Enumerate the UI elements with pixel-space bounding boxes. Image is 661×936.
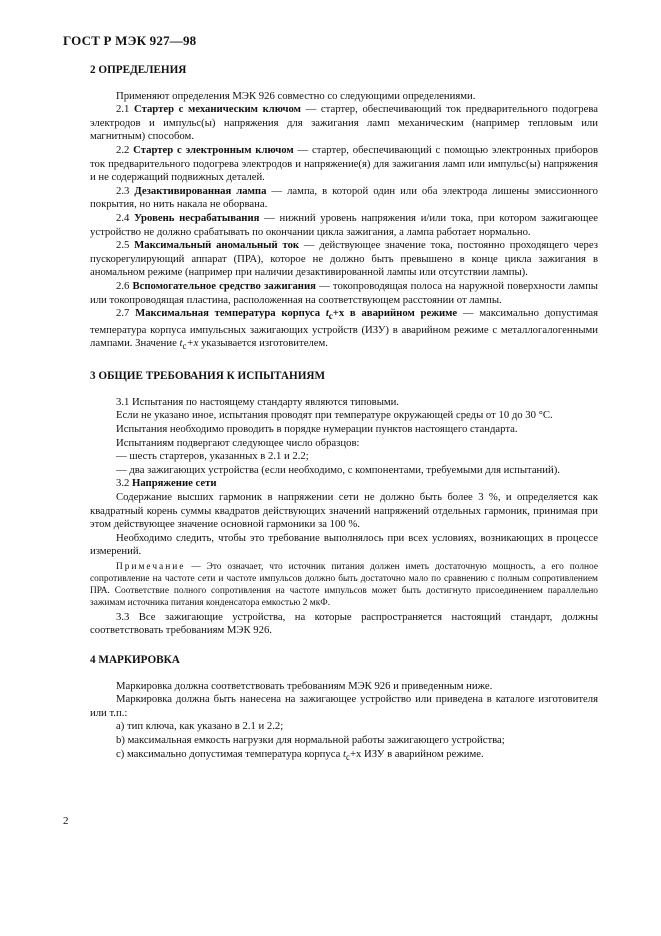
- def-2-2: 2.2 Стартер с электронным ключом — стартер, обеспечивающий с помощью электронных приборов ток предварительного подогрева электродов и напряжение(я) для зажигания ламп или импульс(ы) напряжения и не содержащий подвижных деталей.: [90, 143, 599, 184]
- s4-p2: Маркировка должна быть нанесена на зажигающее устройство или приведена в каталоге изготовителя или т.п.:: [90, 693, 598, 719]
- s3-p2: Если не указано иное, испытания проводят при температуре окружающей среды от 10 до 30 °С.: [116, 409, 553, 422]
- s3-p8: Необходимо следить, чтобы это требование выполнялось при всех условиях, возникающих в процессе измерений.: [90, 531, 598, 558]
- s3-p3: Испытания необходимо проводить в порядке нумерации пунктов настоящего стандарта.: [116, 422, 518, 435]
- section-4-title: 4 МАРКИРОВКА: [90, 654, 180, 667]
- def-2-3: 2.3 Дезактивированная лампа — лампа, в которой один или оба электрода лишены эмиссионного покрытия, но нить накала не оборвана.: [90, 184, 598, 211]
- page-number: 2: [63, 815, 69, 827]
- s3-p5: — шесть стартеров, указанных в 2.1 и 2.2;: [116, 450, 309, 463]
- s2-intro: Применяют определения МЭК 926 совместно со следующими определениями.: [116, 89, 476, 102]
- s3-p9: 3.3 Все зажигающие устройства, на которые распространяется настоящий стандарт, должны соответствовать требованиям МЭК 926.: [90, 610, 598, 637]
- s4-item-b: b) максимальная емкость нагрузки для нормальной работы зажигающего устройства;: [116, 734, 505, 747]
- s4-p1: Маркировка должна соответствовать требованиям МЭК 926 и приведенным ниже.: [116, 679, 493, 692]
- def-2-7: 2.7 Максимальная температура корпуса $t_с+x$ в аварийном режиме — максимально допустимая температура корпуса импульсных зажигающих устройств (ИЗУ) в аварийном режиме с металлогалогенными лампами. Значение $t_с+x$ указывается изготовителем.: [90, 307, 599, 352]
- def-2-6: 2.6 Вспомогательное средство зажигания — токопроводящая полоса на наружной поверхности лампы или токопроводящая пластина, расположенная на соответствующем расстоянии от лампы.: [90, 279, 598, 306]
- document-body: [90, 58, 598, 764]
- s3-sub2: 3.2 Напряжение сети: [116, 477, 217, 490]
- s3-p1: 3.1 Испытания по настоящему стандарту являются типовыми.: [116, 395, 400, 408]
- section-2-title: 2 ОПРЕДЕЛЕНИЯ: [90, 64, 187, 76]
- s3-p4: Испытаниям подвергают следующее число образцов:: [116, 436, 360, 449]
- s4-item-a: а) тип ключа, как указано в 2.1 и 2.2;: [116, 720, 284, 733]
- document-header: ГОСТ Р МЭК 927—98: [63, 33, 197, 48]
- s3-note: Примечание — Это означает, что источник питания должен иметь достаточную мощность, а его полное сопротивление на частоте сети и частоте импульсов должно быть достаточно мало по сравнению с полным сопротивлением ПРА. Соответствие полного сопротивления на частоте импульсов может быть достигнуто присоединением параллельно зажимам источника питания конденсатора емкостью 2 мкФ.: [90, 561, 598, 608]
- def-2-4: 2.4 Уровень несрабатывания — нижний уровень напряжения и/или тока, при котором зажигающее устройство не должно срабатывать по окончании цикла зажигания, а лампа работает нормально.: [90, 211, 599, 238]
- s3-p7: Содержание высших гармоник в напряжении сети не должно быть более 3 %, и определяется как квадратный корень суммы квадратов действующих значений напряжений отдельных гармоник, принимая при этом действующее значение основной гармоники за 100 %.: [90, 490, 598, 531]
- section-3-title: 3 ОБЩИЕ ТРЕБОВАНИЯ К ИСПЫТАНИЯМ: [90, 370, 326, 383]
- s3-p6: — два зажигающих устройства (если необходимо, с компонентами, требуемыми для испытаний).: [116, 463, 560, 476]
- s4-item-c: c) максимально допустимая температура корпуса $t_с+x$ ИЗУ в аварийном режиме.: [116, 747, 484, 762]
- def-2-5: 2.5 Максимальный аномальный ток — действующее значение тока, постоянно проходящего через пускорегулирующий аппарат (ПРА), которое не должно быть превышено в конце цикла зажигания в аномальном режиме (например при наличии дезактивированной лампы или отсутствии лампы).: [90, 239, 598, 279]
- def-2-1: 2.1 Стартер с механическим ключом — стартер, обеспечивающий ток предварительного подогрева электродов и импульс(ы) напряжения для зажигания ламп механическим (например тепловым или магнитным) способом.: [90, 103, 599, 143]
